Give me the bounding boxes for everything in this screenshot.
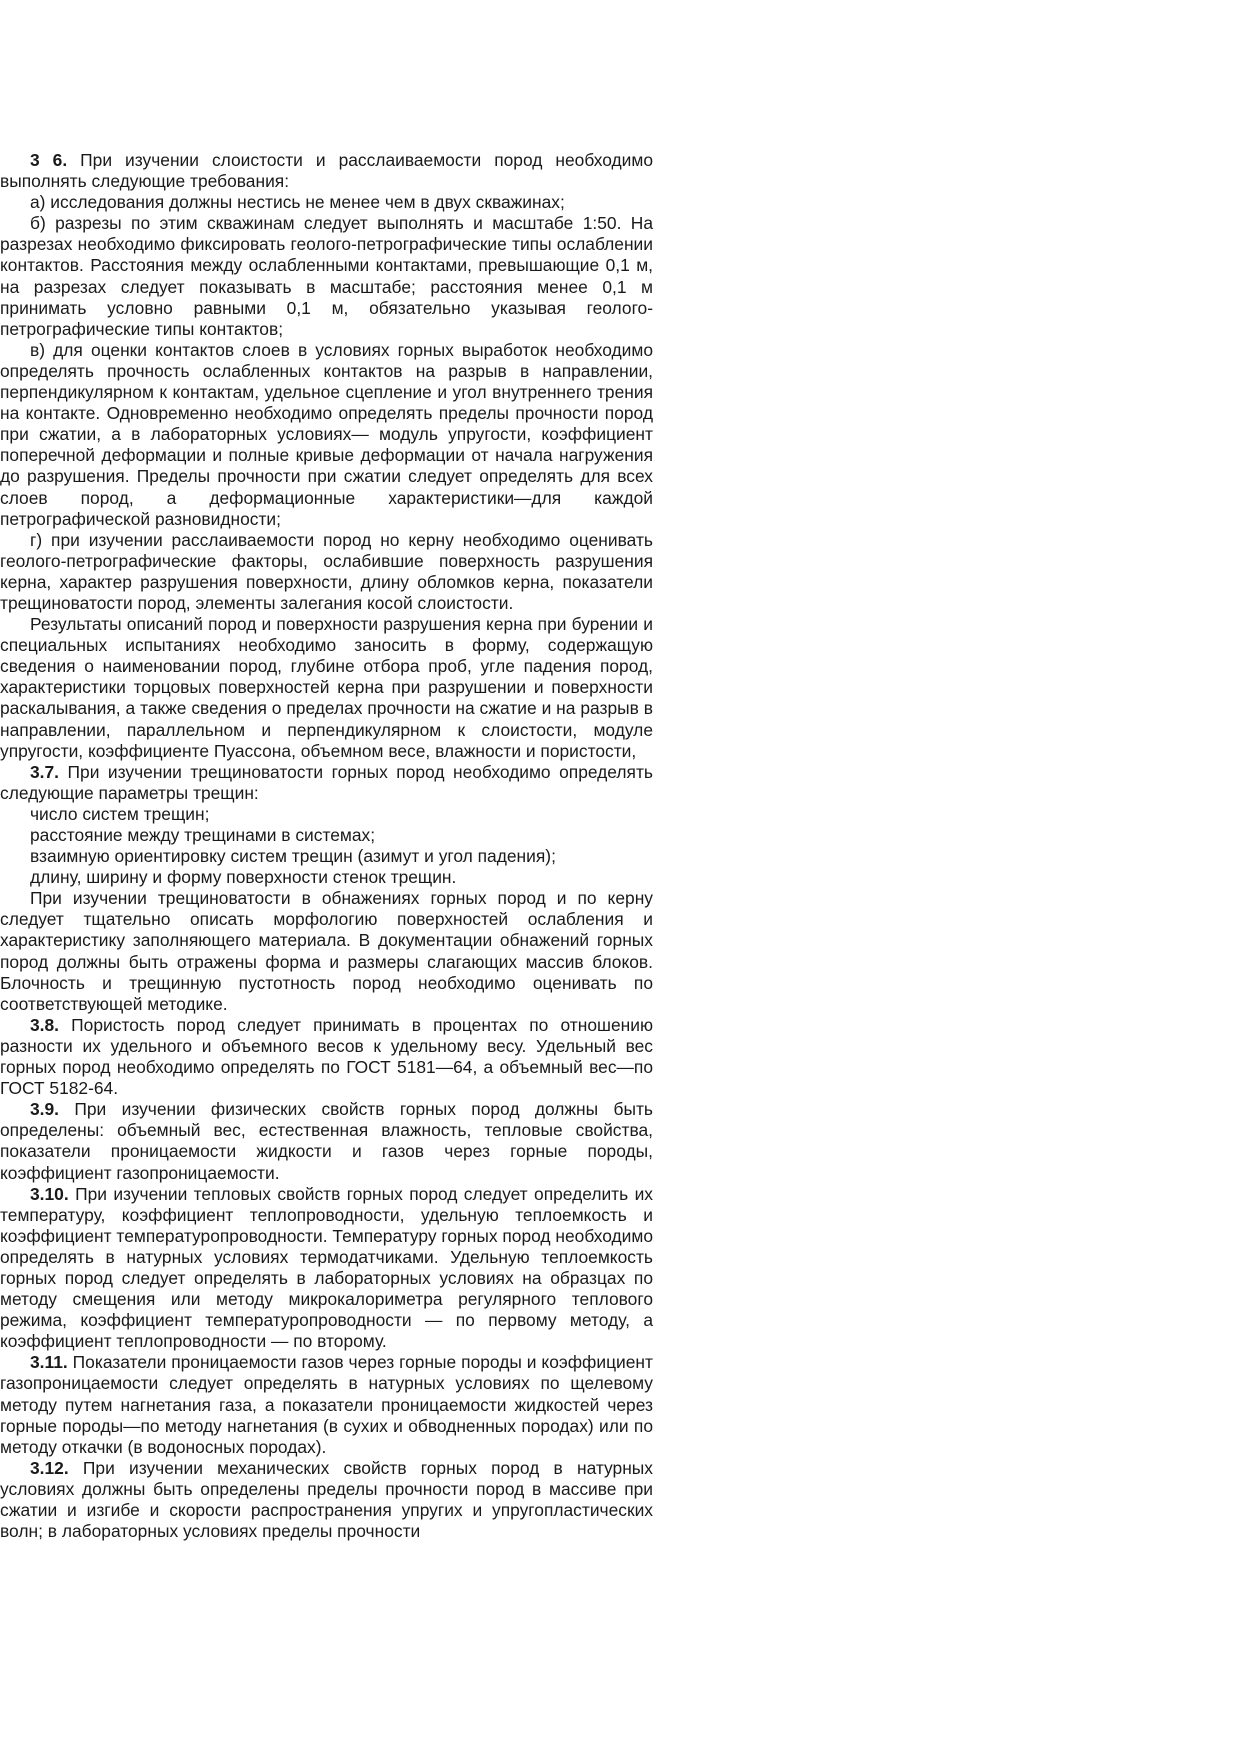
paragraph-text: При изучении физических свойств горных пород должны быть определены: объемный вес, естественная влажность, тепловые свойства, показатели проницаемости жидкости и газов через горные породы, коэффициент газопроницаемости.: [0, 1099, 653, 1183]
paragraph: [0, 192, 653, 213]
paragraph: [0, 614, 653, 762]
paragraph-text: длину, ширину и форму поверхности стенок трещин.: [30, 867, 457, 888]
paragraph: [0, 888, 653, 1015]
paragraph-text: Показатели проницаемости газов через горные породы и коэффициент газопроницаемости следует определять в натурных условиях по щелевому методу путем нагнетания газа, а показатели проницаемости жидкостей через горные породы—по методу нагнетания (в сухих и обводненных породах) или по методу откачки (в водоносных породах).: [0, 1352, 653, 1457]
clause-number: 3.8.: [30, 1014, 60, 1035]
paragraph-text: расстояние между трещинами в системах;: [30, 825, 376, 845]
paragraph-text: При изучении механических свойств горных пород в натурных условиях должны быть определены пределы прочности пород в массиве при сжатии и изгибе и скорости распространения упругих и упругопластических волн; в лабораторных условиях пределы прочности: [0, 1457, 653, 1542]
paragraph-text: б) разрезы по этим скважинам следует выполнять и масштабе 1:50. На разрезах необходимо фиксировать геолого-петрографические типы ослаблении контактов. Расстояния между ослабленными контактами, превышающие 0,1 м, на разрезах следует показывать в масштабе; расстояния менее 0,1 м принимать условно равными 0,1 м, обязательно указывая геолого-петрографические типы контактов;: [0, 213, 653, 339]
paragraph: [0, 1015, 653, 1099]
paragraph-text: г) при изучении расслаиваемости пород но керну необходимо оценивать геолого-петрографические факторы, ослабившие поверхность разрушения керна, характер разрушения поверхности, длину обломков керна, показатели трещиноватости пород, элементы залегания косой слоистости.: [0, 529, 653, 613]
clause-number: 3.10.: [30, 1183, 69, 1204]
paragraph-text: Результаты описаний пород и поверхности разрушения керна при бурении и специальных испытаниях необходимо заносить в форму, содержащую сведения о наименовании пород, глубине отбора проб, угле падения пород, характеристики торцовых поверхностей керна при разрушении и поверхности раскалывания, а также сведения о пределах прочности на сжатие и на разрыв в направлении, параллельном и перпендикулярном к слоистости, модуле упругости, коэффициенте Пуассона, объемном весе, влажности и пористости,: [0, 614, 653, 761]
document-page: [0, 150, 653, 1542]
paragraph: [0, 846, 653, 867]
clause-number: 3.9.: [30, 1099, 60, 1120]
paragraph-text: При изучении слоистости и расслаиваемости пород необходимо выполнять следующие требования:: [0, 150, 653, 192]
paragraph-text: а) исследования должны нестись не менее чем в двух скважинах;: [30, 192, 565, 213]
paragraph: [0, 213, 653, 340]
paragraph-text: число систем трещин;: [30, 803, 210, 824]
clause-number: 3 6.: [30, 150, 68, 170]
paragraph: [0, 1352, 653, 1457]
paragraph-text: При изучении трещиноватости в обнажениях горных пород и по керну следует тщательно описать морфологию поверхностей ослабления и характеристику заполняющего материала. В документации обнажений горных пород должны быть отражены форма и размеры слагающих массив блоков. Блочность и трещинную пустотность пород необходимо оценивать по соответствующей методике.: [0, 888, 653, 1014]
paragraph-text: При изучении трещиноватости горных пород необходимо определять следующие параметры трещин:: [0, 761, 653, 803]
paragraph-text: При изучении тепловых свойств горных пород следует определить их температуру, коэффициент теплопроводности, удельную теплоемкость и коэффициент температуропроводности. Температуру горных пород необходимо определять в натурных условиях термодатчиками. Удельную теплоемкость горных пород следует определять в лабораторных условиях на образцах по методу смещения или методу микрокалориметра регулярного теплового режима, коэффициент температуропроводности — по первому методу, а коэффициент теплопроводности — по второму.: [0, 1183, 653, 1352]
paragraph: [0, 1099, 653, 1183]
paragraph: [0, 150, 653, 192]
paragraph: [0, 804, 653, 825]
paragraph: [0, 825, 653, 846]
paragraph: [0, 530, 653, 614]
paragraph: [0, 1184, 653, 1353]
paragraph: [0, 340, 653, 530]
clause-number: 3.11.: [30, 1352, 68, 1373]
paragraph-text: взаимную ориентировку систем трещин (азимут и угол падения);: [30, 846, 556, 867]
clause-number: 3.12.: [30, 1457, 69, 1478]
paragraph-text: Пористость пород следует принимать в процентах по отношению разности их удельного и объемного весов к удельному весу. Удельный вес горных пород необходимо определять по ГОСТ 5181—64, а объемный вес—по ГОСТ 5182-64.: [0, 1014, 653, 1099]
paragraph: [0, 867, 653, 888]
paragraph: [0, 1458, 653, 1542]
clause-number: 3.7.: [30, 761, 60, 782]
paragraph: [0, 762, 653, 804]
paragraph-text: в) для оценки контактов слоев в условиях горных выработок необходимо определять прочность ослабленных контактов на разрыв в направлении, перпендикулярном к контактам, удельное сцепление и угол внутреннего трения на контакте. Одновременно необходимо определять пределы прочности пород при сжатии, а в лабораторных условиях— модуль упругости, коэффициент поперечной деформации и полные кривые деформации от начала нагружения до разрушения. Пределы прочности при сжатии следует определять для всех слоев пород, а деформационные характеристики—для каждой петрографической разновидности;: [0, 339, 653, 529]
